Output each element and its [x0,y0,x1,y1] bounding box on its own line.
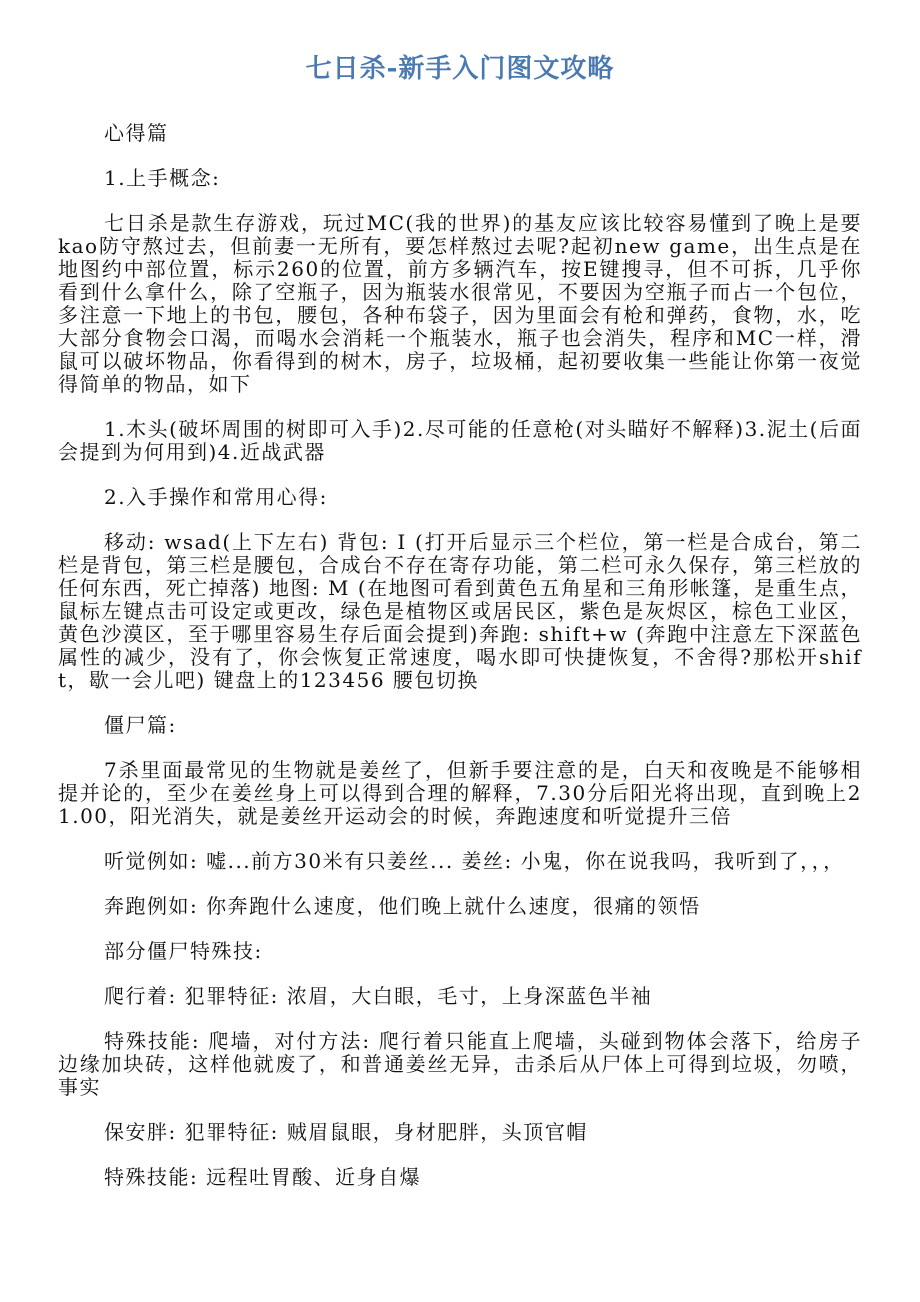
paragraph-fat-guard-traits: 保安胖: 犯罪特征: 贼眉鼠眼，身材肥胖，头顶官帽 [104,1120,588,1144]
paragraph-controls: 移动: wsad(上下左右) 背包: I (打开后显示三个栏位，第一栏是合成台，第二栏是背包，第三栏是腰包，合成台不存在寄存功能，第二栏可永久保存，第三栏放的任何东西，死亡掉落) 地图: M (在地图可看到黄色五角星和三角形帐篷，是重生点，鼠标左键点击可设定或更改，绿色是植物区或居民区，紫色是灰烬区，棕色工业区，黄色沙漠区，至于哪里容易生存后面会提到)奔跑: shift+w (奔跑中注意左下深蓝色属性的减少，没有了，你会恢复正常速度，喝水即可快捷恢复，不舍得?那松开shift，歇一会儿吧) 键盘上的123456 腰包切换 [58,530,862,692]
subheading-special-skills: 部分僵尸特殊技: [104,939,263,963]
section-heading-experience: 心得篇 [104,121,169,145]
document-title: 七日杀-新手入门图文攻略 [305,54,615,84]
paragraph-crawler-skills: 特殊技能: 爬墙，对付方法: 爬行着只能直上爬墙，头碰到物体会落下，给房子边缘加块砖，这样他就废了，和普通姜丝无异，击杀后从尸体上可得到垃圾，勿喷，事实 [58,1029,862,1099]
paragraph-zombie-behavior: 7杀里面最常见的生物就是姜丝了，但新手要注意的是，白天和夜晚是不能够相提并论的，至少在姜丝身上可以得到合理的解释，7.30分后阳光将出现，直到晚上21.00，阳光消失，就是姜丝开运动会的时候，奔跑速度和听觉提升三倍 [58,758,862,828]
paragraph-intro: 七日杀是款生存游戏，玩过MC(我的世界)的基友应该比较容易懂到了晚上是要kao防守熬过去，但前妻一无所有，要怎样熬过去呢?起初new game，出生点是在地图约中部位置，标示260的位置，前方多辆汽车，按E键搜寻，但不可拆，几乎你看到什么拿什么，除了空瓶子，因为瓶装水很常见，不要因为空瓶子而占一个包位，多注意一下地上的书包，腰包，各种布袋子，因为里面会有枪和弹药，食物，水，吃大部分食物会口渴，而喝水会消耗一个瓶装水，瓶子也会消失，程序和MC一样，滑鼠可以破坏物品，你看得到的树木，房子，垃圾桶，起初要收集一些能让你第一夜觉得简单的物品，如下 [58,211,862,396]
paragraph-hearing-example: 听觉例如: 嘘...前方30米有只姜丝... 姜丝: 小鬼，你在说我吗，我听到了，，， [104,849,845,873]
paragraph-running-example: 奔跑例如: 你奔跑什么速度，他们晚上就什么速度，很痛的领悟 [104,894,701,918]
paragraph-crawler-traits: 爬行着: 犯罪特征: 浓眉，大白眼，毛寸，上身深蓝色半袖 [104,984,653,1008]
subheading-controls: 2.入手操作和常用心得: [104,485,328,509]
paragraph-fat-guard-skills: 特殊技能: 远程吐胃酸、近身自爆 [104,1165,422,1189]
paragraph-item-list: 1.木头(破坏周围的树即可入手)2.尽可能的任意枪(对头瞄好不解释)3.泥土(后面会提到为何用到)4.近战武器 [58,417,862,464]
section-heading-zombies: 僵尸篇: [104,713,177,737]
subheading-getting-started: 1.上手概念: [104,166,221,190]
document-body [58,122,862,1211]
